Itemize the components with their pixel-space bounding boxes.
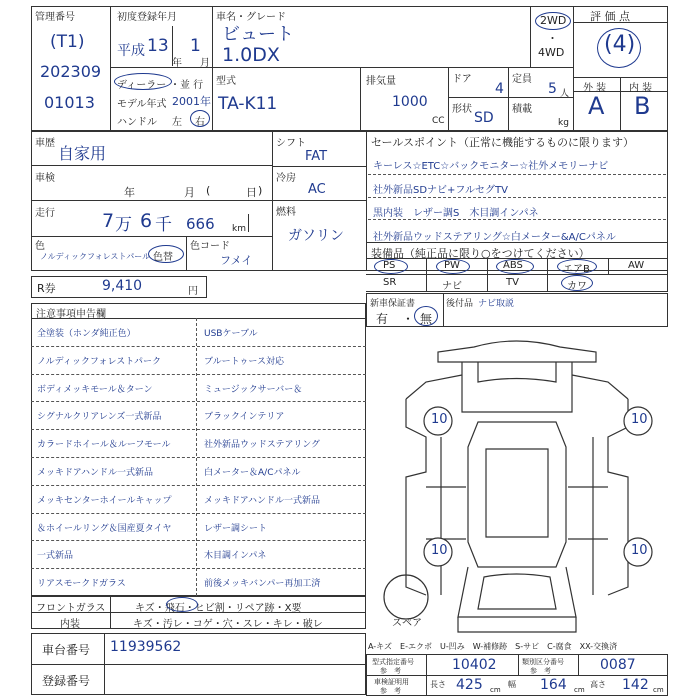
history-value: 自家用 bbox=[58, 144, 107, 163]
handle-right: 右 bbox=[195, 117, 205, 128]
note-left-item: ＆ホイールリング＆国産夏タイヤ bbox=[37, 523, 172, 534]
capacity-label: 定員 bbox=[512, 74, 532, 85]
inspection-paren-open: ( bbox=[206, 184, 211, 197]
dealer-dot: ・ bbox=[170, 80, 180, 91]
shift-label: シフト bbox=[276, 138, 306, 149]
displacement-unit: CC bbox=[432, 116, 445, 126]
inspection-year: 年 bbox=[124, 186, 135, 199]
shape-value: SD bbox=[474, 110, 494, 126]
note-right-item: レザー調シート bbox=[204, 523, 268, 534]
parallel-label: 並 行 bbox=[180, 80, 204, 91]
mileage-sen-unit: 千 bbox=[155, 215, 172, 235]
length-unit: cm bbox=[490, 686, 501, 694]
chassis-value: 11939562 bbox=[110, 639, 182, 655]
width-value: 164 bbox=[540, 677, 567, 693]
reg-month: 1 bbox=[190, 36, 201, 56]
equip-leather: カワ bbox=[567, 281, 587, 292]
color-label: 色 bbox=[35, 241, 45, 252]
note-left-item: 一式新品 bbox=[37, 551, 74, 562]
equip-navi: ナビ bbox=[442, 281, 462, 292]
shift-value: FAT bbox=[305, 149, 328, 164]
equip-abs: ABS bbox=[503, 260, 523, 271]
mileage-label: 走行 bbox=[35, 208, 55, 219]
inspection-paren-close: ) bbox=[258, 184, 263, 197]
height-unit: cm bbox=[653, 686, 664, 694]
note-right-item: ミュージックサーバー＆ bbox=[204, 384, 303, 395]
sales-line-3: 黒内装 レザー調S 木目調インパネ bbox=[373, 208, 539, 219]
interior-options: キズ・汚レ・コゲ・穴・スレ・キレ・破レ bbox=[133, 619, 323, 630]
color-value: ノルディックフォレストパール bbox=[40, 252, 151, 261]
class-no-label: 類別区分番号 bbox=[522, 658, 564, 666]
reg-year-unit: 年 bbox=[172, 58, 182, 69]
note-left-item: カラードホイール＆ルーフモール bbox=[37, 440, 171, 451]
drive-4wd: 4WD bbox=[538, 46, 565, 59]
interior-label: 内 装 bbox=[629, 83, 653, 94]
note-right-item: ブルートゥース対応 bbox=[204, 356, 284, 367]
first-reg-label: 初度登録年月 bbox=[117, 12, 177, 23]
history-label: 車歴 bbox=[35, 138, 55, 149]
inspection-day: 日 bbox=[246, 186, 257, 199]
tire-front-left: 10 bbox=[431, 412, 448, 427]
warranty-dot: ・ bbox=[402, 312, 415, 326]
note-left-item: 全塗装（ホンダ純正色） bbox=[37, 329, 136, 339]
glass-options: キズ・飛石・ヒビ割・リペア跡・X要 bbox=[135, 603, 302, 614]
shape-label: 形状 bbox=[452, 104, 472, 115]
sales-line-4: 社外新品ウッドステアリング☆白メーター&A/Cパネル bbox=[373, 232, 616, 243]
handle-right-circle bbox=[190, 110, 210, 127]
capacity-unit: 人 bbox=[560, 89, 570, 99]
exterior-grade: A bbox=[588, 92, 605, 120]
fuel-label: 燃料 bbox=[276, 207, 296, 218]
equip-aw: AW bbox=[628, 260, 645, 271]
sales-label: セールスポイント（正常に機能するものに限ります） bbox=[371, 136, 635, 149]
note-left-item: リアスモークドガラス bbox=[37, 579, 126, 590]
mileage-unit: km bbox=[232, 224, 246, 234]
model-year: 2001年 bbox=[172, 95, 211, 108]
repaint-label: 色替 bbox=[153, 252, 173, 263]
mgmt-num2: 01013 bbox=[44, 93, 95, 112]
interior-cond-label: 内装 bbox=[60, 619, 80, 630]
warranty-label: 新車保証書 bbox=[370, 299, 416, 309]
note-right-item: ブラックインテリア bbox=[204, 412, 285, 423]
lost-value: ナビ取説 bbox=[478, 299, 515, 309]
type-no-value: 10402 bbox=[452, 657, 497, 673]
note-left-item: シグナルクリアレンズ一式新品 bbox=[37, 412, 162, 423]
rticket-label: R券 bbox=[37, 282, 56, 295]
tire-front-right: 10 bbox=[631, 412, 648, 427]
height-value: 142 bbox=[622, 677, 649, 693]
load-label: 積載 bbox=[512, 104, 532, 115]
mgmt-label: 管理番号 bbox=[35, 12, 75, 23]
equip-label: 装備品（純正品に限り○をつけてください） bbox=[371, 247, 590, 260]
rticket-value: 9,410 bbox=[102, 278, 143, 294]
ac-label: 冷房 bbox=[276, 173, 296, 184]
handle-left: 左 bbox=[172, 117, 182, 128]
sales-line-2: 社外新品SDナビ+フルセグTV bbox=[373, 185, 508, 196]
equip-sr: SR bbox=[383, 277, 397, 288]
width-label: 幅 bbox=[508, 680, 516, 689]
type-label: 型式 bbox=[216, 76, 236, 87]
car-grade: 1.0DX bbox=[222, 44, 280, 66]
class-no-ref: 参 考 bbox=[530, 667, 551, 675]
mileage-sen: 6 bbox=[140, 210, 153, 232]
ac-value: AC bbox=[308, 182, 326, 197]
doors-value: 4 bbox=[495, 81, 504, 97]
doors-label: ドア bbox=[452, 74, 472, 85]
width-unit: cm bbox=[574, 686, 585, 694]
mileage-rest: 666 bbox=[186, 215, 215, 233]
equip-pw: PW bbox=[444, 260, 460, 271]
cert-label: 車検証明用 bbox=[374, 678, 409, 686]
equip-tv: TV bbox=[506, 277, 519, 288]
lost-label: 後付品 bbox=[446, 299, 474, 309]
color-code: フメイ bbox=[220, 254, 253, 267]
inspection-label: 車検 bbox=[35, 173, 55, 184]
tire-rear-right: 10 bbox=[631, 543, 648, 558]
class-no-value: 0087 bbox=[600, 657, 636, 673]
car-name-label: 車名・グレード bbox=[216, 12, 286, 23]
interior-grade: B bbox=[634, 92, 651, 120]
reg-era: 平成 bbox=[117, 43, 145, 59]
note-right-item: 前後メッキバンパー再加工済 bbox=[204, 579, 321, 590]
note-left-item: メッキドアハンドル一式新品 bbox=[37, 468, 154, 478]
rticket-unit: 円 bbox=[188, 286, 198, 297]
fuel-value: ガソリン bbox=[288, 228, 344, 244]
warranty-yes: 有 bbox=[376, 312, 389, 326]
drive-dot: ・ bbox=[547, 32, 558, 45]
note-left-item: メッキセンターホイールキャップ bbox=[37, 495, 172, 506]
type-no-ref: 参 考 bbox=[380, 667, 401, 675]
warranty-no: 無 bbox=[420, 312, 433, 326]
car-diagram bbox=[366, 327, 668, 637]
warranty-no-circle bbox=[414, 306, 438, 326]
mgmt-num1: 202309 bbox=[40, 62, 102, 81]
reg-year: 13 bbox=[147, 36, 169, 56]
model-year-label: モデル年式 bbox=[117, 99, 167, 110]
car-name: ビュート bbox=[222, 24, 294, 45]
handle-label: ハンドル bbox=[117, 117, 157, 128]
type-value: TA-K11 bbox=[218, 94, 278, 114]
glass-label: フロントガラス bbox=[36, 603, 106, 614]
reg-month-unit: 月 bbox=[200, 58, 210, 69]
score-label: 評 価 点 bbox=[590, 10, 630, 23]
equip-airbag: エアB bbox=[563, 264, 590, 275]
capacity-value: 5 bbox=[548, 81, 557, 97]
displacement-value: 1000 bbox=[392, 94, 428, 110]
spare-label: スペア bbox=[392, 618, 422, 629]
tire-rear-left: 10 bbox=[431, 543, 448, 558]
equip-ps: PS bbox=[383, 260, 396, 271]
score-value: (4) bbox=[604, 32, 636, 57]
damage-legend: A-キズ E-エクボ U-凹み W-補修跡 S-サビ C-腐食 XX-交換済 bbox=[368, 642, 618, 651]
chassis-label: 車台番号 bbox=[42, 643, 91, 657]
load-unit: kg bbox=[558, 118, 569, 128]
reg-no-label: 登録番号 bbox=[42, 674, 91, 688]
mileage-man: 7 bbox=[102, 210, 115, 232]
sales-line-1: キーレス☆ETC☆バックモニター☆社外メモリーナビ bbox=[373, 161, 609, 172]
cert-ref: 参 考 bbox=[380, 687, 401, 695]
type-no-label: 型式指定番号 bbox=[372, 658, 414, 666]
dealer-label: ディーラー bbox=[117, 80, 167, 91]
dealer-circle bbox=[114, 73, 172, 90]
note-right-item: 白メーター＆A/Cパネル bbox=[204, 468, 301, 478]
note-left-item: ボディメッキモール＆ターン bbox=[37, 384, 153, 395]
note-right-item: メッキドアハンドル一式新品 bbox=[204, 495, 321, 506]
mileage-man-unit: 万 bbox=[115, 215, 132, 235]
note-left-item: ノルディックフォレストパーク bbox=[37, 356, 162, 367]
note-right-item: 社外新品ウッドステアリング bbox=[204, 440, 321, 451]
note-right-item: USBケーブル bbox=[204, 329, 258, 339]
glass-chip-circle bbox=[166, 597, 198, 612]
exterior-label: 外 装 bbox=[583, 83, 607, 94]
mgmt-code: (T1) bbox=[50, 32, 85, 52]
inspection-month: 月 bbox=[184, 186, 195, 199]
drive-2wd: 2WD bbox=[540, 14, 567, 27]
displacement-label: 排気量 bbox=[366, 76, 396, 87]
length-label: 長さ bbox=[430, 680, 446, 689]
notes-label: 注意事項申告欄 bbox=[36, 309, 106, 320]
length-value: 425 bbox=[456, 677, 483, 693]
color-code-label: 色コード bbox=[190, 241, 230, 252]
height-label: 高さ bbox=[590, 680, 606, 689]
note-right-item: 木目調インパネ bbox=[204, 551, 267, 562]
